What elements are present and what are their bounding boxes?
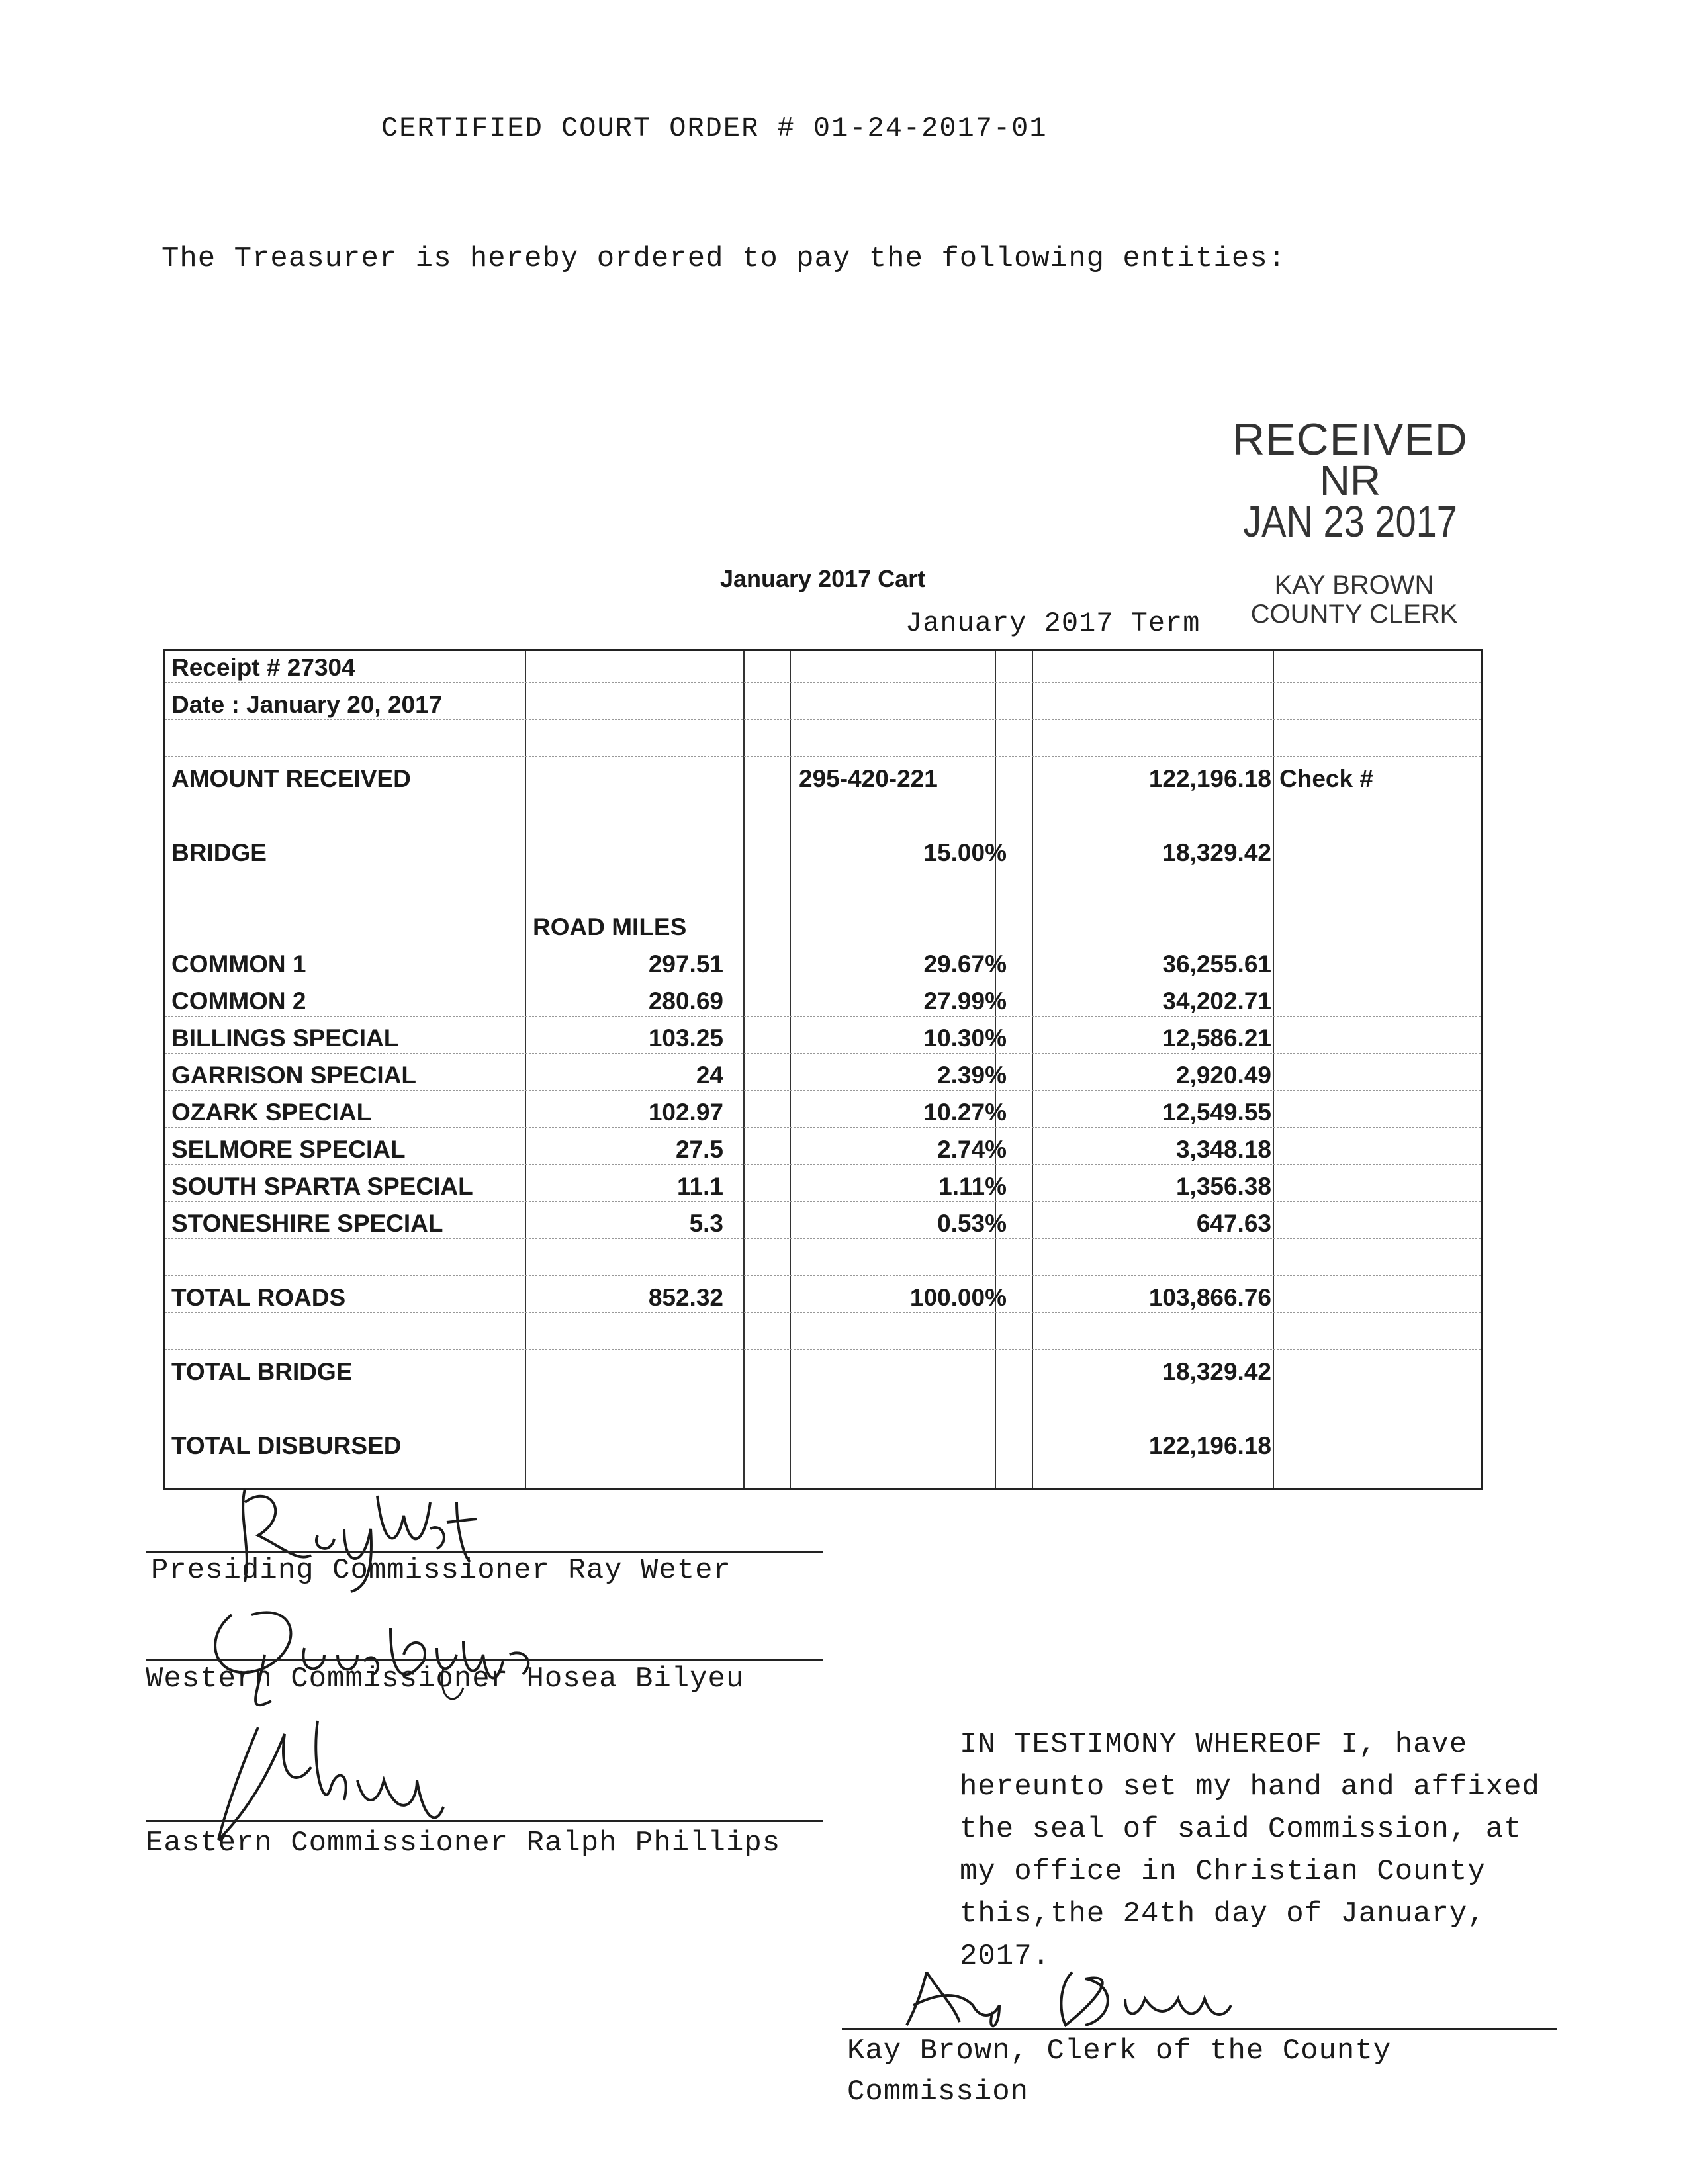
row-miles: 5.3 <box>689 1210 723 1237</box>
row-label: COMMON 1 <box>171 950 306 978</box>
row-divider <box>165 756 1481 757</box>
bridge-percent: 15.00% <box>923 839 1007 866</box>
row-amount: 34,202.71 <box>1162 987 1271 1015</box>
presiding-commissioner-caption: Presiding Commissioner Ray Weter <box>151 1554 731 1587</box>
intro-text: The Treasurer is hereby ordered to pay the following entities: <box>161 242 1287 275</box>
row-miles: 24 <box>696 1062 723 1089</box>
row-amount: 2,920.49 <box>1175 1062 1271 1089</box>
clerk-stamp <box>1228 570 1480 629</box>
row-divider <box>165 1090 1481 1091</box>
testimony-line: my office in Christian County <box>960 1855 1486 1888</box>
eastern-commissioner-caption: Eastern Commissioner Ralph Phillips <box>146 1827 781 1860</box>
row-miles: 280.69 <box>648 987 723 1015</box>
cart-title: January 2017 Cart <box>720 565 926 592</box>
row-label: SELMORE SPECIAL <box>171 1136 406 1163</box>
total-bridge-amount: 18,329.42 <box>1162 1358 1271 1385</box>
row-amount: 1,356.38 <box>1175 1173 1271 1200</box>
row-miles: 102.97 <box>648 1099 723 1126</box>
bridge-amount: 18,329.42 <box>1162 839 1271 866</box>
clerk-caption-line: Kay Brown, Clerk of the County <box>847 2034 1392 2068</box>
row-divider <box>165 1164 1481 1165</box>
row-divider <box>165 1127 1481 1128</box>
column-divider <box>790 651 791 1488</box>
row-label: GARRISON SPECIAL <box>171 1062 417 1089</box>
testimony-line: hereunto set my hand and affixed <box>960 1770 1540 1803</box>
testimony-line: the seal of said Commission, at <box>960 1813 1522 1846</box>
row-label: SOUTH SPARTA SPECIAL <box>171 1173 473 1200</box>
row-divider <box>165 1349 1481 1350</box>
clerk-signature <box>900 1959 1244 2032</box>
row-divider <box>165 1053 1481 1054</box>
testimony-block <box>960 1723 1608 1978</box>
column-divider <box>1273 651 1274 1488</box>
stamp-received-text: RECEIVED <box>1232 414 1468 465</box>
clerk-signature-line <box>842 2028 1557 2030</box>
account-number: 295-420-221 <box>799 765 938 792</box>
testimony-line: IN TESTIMONY WHEREOF I, have <box>960 1728 1468 1761</box>
row-label: BILLINGS SPECIAL <box>171 1024 399 1052</box>
row-divider <box>165 1016 1481 1017</box>
row-miles: 27.5 <box>675 1136 723 1163</box>
row-amount: 12,586.21 <box>1162 1024 1271 1052</box>
row-percent: 27.99% <box>923 987 1007 1015</box>
total-roads-label: TOTAL ROADS <box>171 1284 346 1311</box>
row-divider <box>165 1312 1481 1313</box>
testimony-line: this,the 24th day of January, <box>960 1897 1486 1931</box>
total-roads-miles: 852.32 <box>648 1284 723 1311</box>
order-title: CERTIFIED COURT ORDER # 01-24-2017-01 <box>381 113 1048 144</box>
row-divider <box>165 682 1481 683</box>
amount-received-label: AMOUNT RECEIVED <box>171 765 411 792</box>
total-disbursed-amount: 122,196.18 <box>1148 1432 1271 1459</box>
row-percent: 1.11% <box>938 1173 1007 1200</box>
row-percent: 29.67% <box>923 950 1007 978</box>
row-divider <box>165 1201 1481 1202</box>
eastern-signature-line <box>146 1820 823 1822</box>
row-percent: 2.39% <box>937 1062 1007 1089</box>
eastern-signature <box>199 1707 477 1846</box>
row-percent: 10.30% <box>923 1024 1007 1052</box>
presiding-signature-line <box>146 1551 823 1553</box>
clerk-stamp-name: KAY BROWN <box>1274 570 1434 600</box>
total-disbursed-label: TOTAL DISBURSED <box>171 1432 402 1459</box>
bridge-label: BRIDGE <box>171 839 267 866</box>
row-label: OZARK SPECIAL <box>171 1099 372 1126</box>
stamp-initials: NR <box>1319 457 1381 504</box>
receipt-number: Receipt # 27304 <box>171 654 355 681</box>
stamp-date: JAN 23 2017 <box>1243 496 1457 547</box>
row-amount: 36,255.61 <box>1162 950 1271 978</box>
row-percent: 2.74% <box>937 1136 1007 1163</box>
ledger-table <box>163 649 1483 1490</box>
total-roads-amount: 103,866.76 <box>1148 1284 1271 1311</box>
row-amount: 12,549.55 <box>1162 1099 1271 1126</box>
row-divider <box>165 1238 1481 1239</box>
western-commissioner-caption: Western Commissioner Hosea Bilyeu <box>146 1662 745 1696</box>
received-stamp <box>1231 414 1469 547</box>
clerk-caption-line: Commission <box>847 2075 1029 2109</box>
amount-received-value: 122,196.18 <box>1148 765 1271 792</box>
column-divider <box>525 651 526 1488</box>
row-miles: 297.51 <box>648 950 723 978</box>
receipt-date: Date : January 20, 2017 <box>171 691 443 718</box>
clerk-stamp-title: COUNTY CLERK <box>1250 600 1458 629</box>
road-miles-header: ROAD MILES <box>533 913 687 940</box>
row-amount: 647.63 <box>1196 1210 1271 1237</box>
western-signature-line <box>146 1659 823 1661</box>
western-signature <box>192 1588 563 1721</box>
column-divider <box>743 651 745 1488</box>
row-divider <box>165 1275 1481 1276</box>
testimony-line: 2017. <box>960 1940 1051 1973</box>
row-percent: 10.27% <box>923 1099 1007 1126</box>
check-number-label: Check # <box>1279 765 1373 792</box>
row-label: COMMON 2 <box>171 987 306 1015</box>
row-miles: 11.1 <box>677 1173 723 1200</box>
row-divider <box>165 719 1481 720</box>
total-roads-percent: 100.00% <box>909 1284 1007 1311</box>
row-label: STONESHIRE SPECIAL <box>171 1210 443 1237</box>
term-line: January 2017 Term <box>905 608 1201 639</box>
column-divider <box>1032 651 1033 1488</box>
row-percent: 0.53% <box>937 1210 1007 1237</box>
total-bridge-label: TOTAL BRIDGE <box>171 1358 353 1385</box>
row-amount: 3,348.18 <box>1175 1136 1271 1163</box>
row-miles: 103.25 <box>648 1024 723 1052</box>
clerk-caption <box>847 2030 1391 2113</box>
